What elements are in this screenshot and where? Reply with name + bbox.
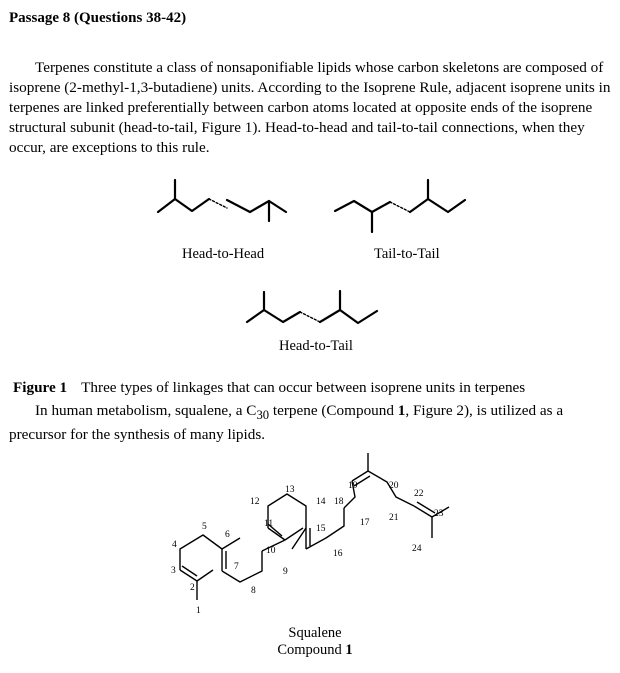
head-to-tail-structure — [247, 291, 377, 323]
atom-number-13: 13 — [285, 485, 295, 495]
p2-compound: 1 — [397, 402, 406, 419]
paragraph-squalene — [9, 401, 612, 445]
atom-number-3: 3 — [171, 566, 176, 576]
atom-number-1: 1 — [196, 606, 201, 616]
atom-number-20: 20 — [389, 481, 399, 491]
figure-1-caption-text: Three types of linkages that can occur between isoprene units in terpenes — [81, 379, 526, 396]
atom-number-18: 18 — [334, 497, 344, 507]
figure-1-caption — [13, 379, 525, 397]
atom-number-12: 12 — [250, 497, 260, 507]
tail-to-tail-structure — [335, 180, 465, 232]
atom-number-8: 8 — [251, 586, 256, 596]
atom-number-16: 16 — [333, 549, 343, 559]
atom-number-7: 7 — [234, 562, 239, 572]
atom-number-2: 2 — [190, 583, 195, 593]
squalene-label — [270, 625, 360, 659]
label-tail-to-tail: Tail-to-Tail — [374, 246, 440, 262]
p2-subscript: 30 — [256, 408, 270, 423]
atom-number-17: 17 — [360, 518, 370, 528]
compound-label: Compound 1 — [277, 642, 353, 658]
atom-number-10: 10 — [266, 546, 276, 556]
atom-number-11: 11 — [264, 519, 274, 529]
head-to-head-structure — [158, 180, 286, 221]
paragraph-terpenes: Terpenes constitute a class of nonsaponifiable lipids whose carbon skeletons are composed of isoprene (2-methyl-1,3-butadiene) units. According to the Isoprene Rule, adjacent isoprene units in terpenes are linked preferentially between carbon atoms located at opposite ends of the isoprene structural subunit (head-to-tail, Figure 1). Head-to-head and tail-to-tail connections, when they occur, are exceptions to this rule. — [9, 59, 611, 156]
figure-1-caption-label: Figure 1 — [13, 379, 68, 396]
p2-before: In human metabolism, squalene, a C — [35, 402, 257, 419]
atom-number-6: 6 — [225, 530, 230, 540]
squalene-name: Squalene — [288, 625, 342, 641]
atom-number-24: 24 — [412, 544, 422, 554]
label-head-to-head: Head-to-Head — [182, 246, 265, 262]
passage-heading: Passage 8 (Questions 38-42) — [9, 10, 187, 26]
label-head-to-tail: Head-to-Tail — [279, 338, 353, 354]
atom-number-4: 4 — [172, 540, 177, 550]
atom-number-9: 9 — [283, 567, 288, 577]
atom-number-14: 14 — [316, 497, 326, 507]
squalene-structure — [180, 453, 449, 600]
p2-middle: terpene (Compound — [269, 402, 398, 419]
atom-number-23: 23 — [434, 509, 444, 519]
atom-number-22: 22 — [414, 489, 424, 499]
atom-number-15: 15 — [316, 524, 326, 534]
p2-after: , Figure 2), is utilized as a precursor for the synthesis of many lipids. — [9, 402, 564, 444]
atom-number-19: 19 — [348, 481, 358, 491]
atom-number-21: 21 — [389, 513, 399, 523]
atom-number-5: 5 — [202, 522, 207, 532]
